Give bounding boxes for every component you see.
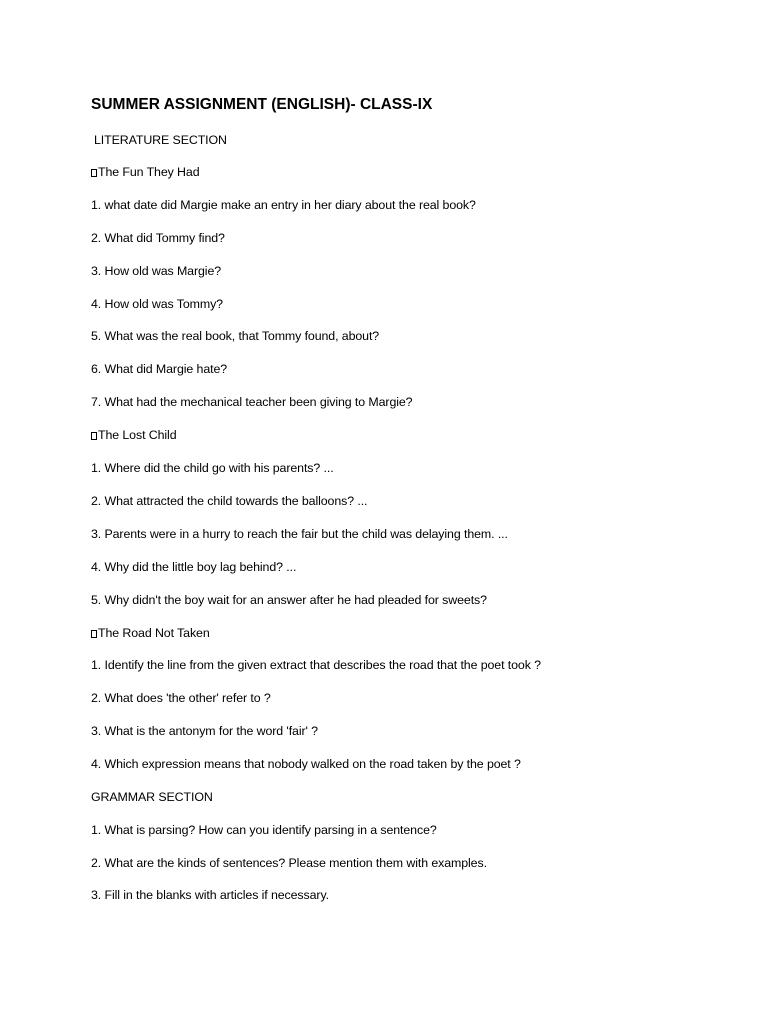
question-item: 5. What was the real book, that Tommy found, about? <box>91 329 380 343</box>
question-item: 3. How old was Margie? <box>91 264 222 278</box>
question-item: 1. What is parsing? How can you identify parsing in a sentence? <box>91 823 437 837</box>
grammar-section-heading: GRAMMAR SECTION <box>91 790 213 804</box>
chapter-title: The Road Not Taken <box>98 626 210 640</box>
question-item: 2. What are the kinds of sentences? Please mention them with examples. <box>91 856 487 870</box>
question-item: 4. Why did the little boy lag behind? ... <box>91 560 297 574</box>
chapter-title: The Lost Child <box>98 428 177 442</box>
question-item: 2. What did Tommy find? <box>91 231 225 245</box>
question-item: 1. what date did Margie make an entry in her diary about the real book? <box>91 198 476 212</box>
question-item: 3. What is the antonym for the word 'fair' ? <box>91 724 318 738</box>
question-item: 2. What does 'the other' refer to ? <box>91 691 271 705</box>
question-item: 1. Where did the child go with his parents? ... <box>91 461 334 475</box>
missing-glyph-box-icon <box>91 630 97 638</box>
chapter-heading-the-fun-they-had <box>91 164 199 180</box>
question-item: 1. Identify the line from the given extract that describes the road that the poet took ? <box>91 658 541 672</box>
chapter-heading-the-lost-child <box>91 427 177 443</box>
chapter-heading-the-road-not-taken <box>91 625 210 641</box>
question-item: 6. What did Margie hate? <box>91 362 228 376</box>
missing-glyph-box-icon <box>91 169 97 177</box>
missing-glyph-box-icon <box>91 432 97 440</box>
question-item: 4. Which expression means that nobody walked on the road taken by the poet ? <box>91 757 521 771</box>
literature-section-heading: LITERATURE SECTION <box>94 133 227 147</box>
question-item: 5. Why didn't the boy wait for an answer after he had pleaded for sweets? <box>91 593 487 607</box>
question-item: 4. How old was Tommy? <box>91 297 223 311</box>
question-item: 7. What had the mechanical teacher been giving to Margie? <box>91 395 413 409</box>
chapter-title: The Fun They Had <box>98 165 200 179</box>
question-item: 2. What attracted the child towards the balloons? ... <box>91 494 368 508</box>
document-title: SUMMER ASSIGNMENT (ENGLISH)- CLASS-IX <box>91 96 433 113</box>
question-item: 3. Fill in the blanks with articles if necessary. <box>91 888 329 902</box>
question-item: 3. Parents were in a hurry to reach the fair but the child was delaying them. ... <box>91 527 508 541</box>
